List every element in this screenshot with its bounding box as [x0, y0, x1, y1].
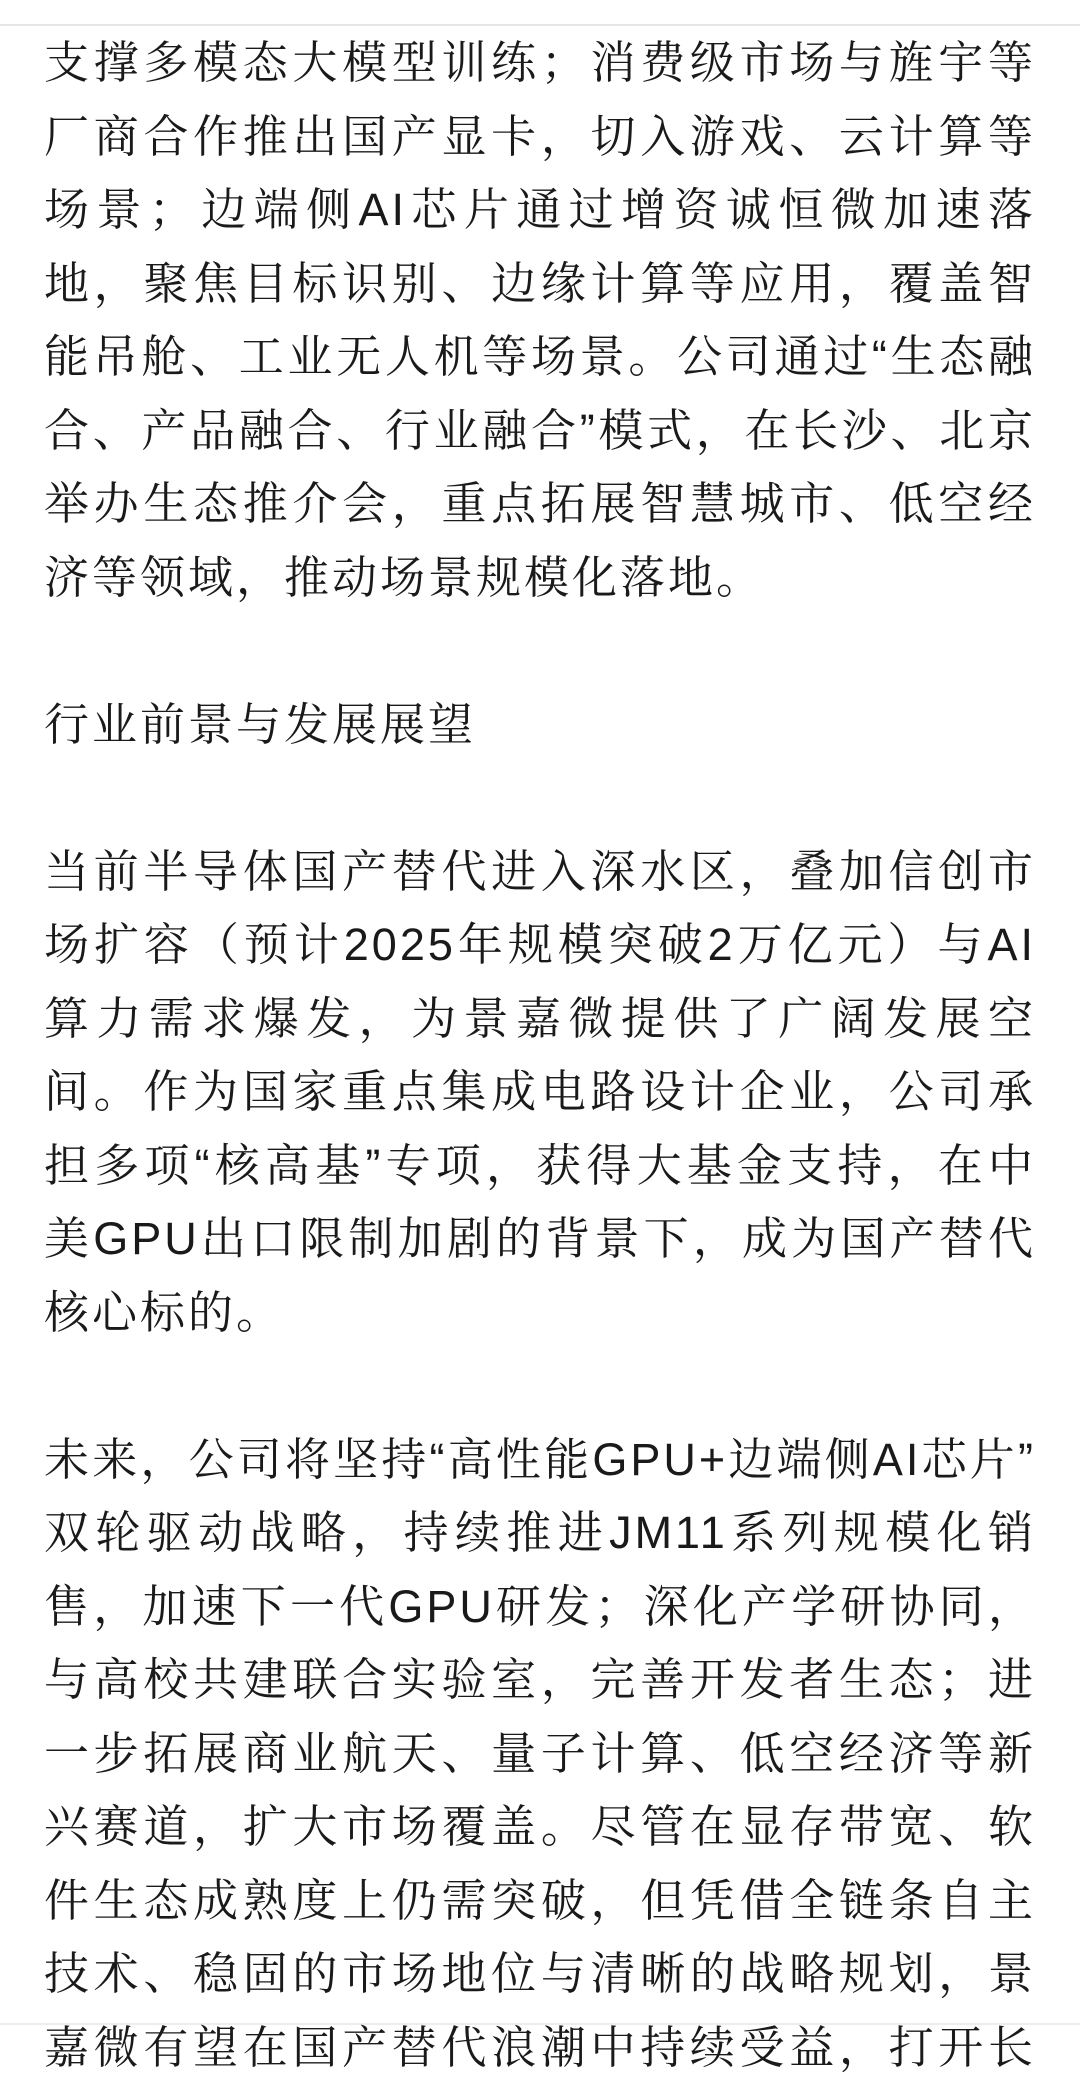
- text-line: 场扩容（预计2025年规模突破2万亿元）与AI: [44, 908, 1036, 982]
- paragraph-3: [44, 1423, 1036, 2084]
- text-line: 当前半导体国产替代进入深水区，叠加信创市: [44, 835, 1036, 909]
- text-line: 场景；边端侧AI芯片通过增资诚恒微加速落: [44, 173, 1036, 247]
- text-line: 美GPU出口限制加剧的背景下，成为国产替代: [44, 1202, 1036, 1276]
- text-line: 地，聚焦目标识别、边缘计算等应用，覆盖智: [44, 247, 1036, 321]
- text-line: 一步拓展商业航天、量子计算、低空经济等新: [44, 1717, 1036, 1791]
- text-line: 算力需求爆发，为景嘉微提供了广阔发展空: [44, 982, 1036, 1056]
- paragraph-spacer: [44, 614, 1036, 688]
- article-text-area[interactable]: [0, 26, 1080, 2084]
- text-line: 双轮驱动战略，持续推进JM11系列规模化销: [44, 1496, 1036, 1570]
- text-line: 与高校共建联合实验室，完善开发者生态；进: [44, 1643, 1036, 1717]
- paragraph-1: [44, 26, 1036, 614]
- text-line: 厂商合作推出国产显卡，切入游戏、云计算等: [44, 100, 1036, 174]
- paragraph-spacer: [44, 761, 1036, 835]
- text-line: 合、产品融合、行业融合”模式，在长沙、北京: [44, 394, 1036, 468]
- text-line: 担多项“核高基”专项，获得大基金支持，在中: [44, 1129, 1036, 1203]
- text-line: 未来，公司将坚持“高性能GPU+边端侧AI芯片”: [44, 1423, 1036, 1497]
- paragraph-2: [44, 835, 1036, 1350]
- text-line-partial: 嘉微有望在国产替代浪潮中持续受益，打开长: [44, 2011, 1036, 2084]
- text-line: 技术、稳固的市场地位与清晰的战略规划，景: [44, 1937, 1036, 2011]
- text-line: 间。作为国家重点集成电路设计企业，公司承: [44, 1055, 1036, 1129]
- text-line: 件生态成熟度上仍需突破，但凭借全链条自主: [44, 1864, 1036, 1938]
- text-line: 核心标的。: [44, 1276, 1036, 1350]
- text-line: 济等领域，推动场景规模化落地。: [44, 541, 1036, 615]
- text-line: 售，加速下一代GPU研发；深化产学研协同，: [44, 1570, 1036, 1644]
- paragraph-spacer: [44, 1349, 1036, 1423]
- text-line: 能吊舱、工业无人机等场景。公司通过“生态融: [44, 320, 1036, 394]
- text-line: 支撑多模态大模型训练；消费级市场与旌宇等: [44, 26, 1036, 100]
- text-line: 兴赛道，扩大市场覆盖。尽管在显存带宽、软: [44, 1790, 1036, 1864]
- text-line: 举办生态推介会，重点拓展智慧城市、低空经: [44, 467, 1036, 541]
- section-heading: 行业前景与发展展望: [44, 688, 1036, 762]
